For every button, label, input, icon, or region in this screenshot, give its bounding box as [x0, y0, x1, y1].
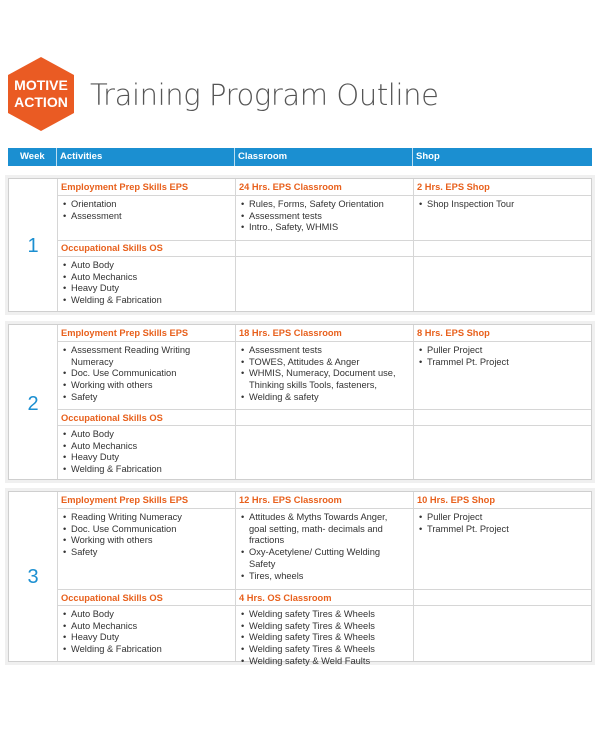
header-shop: Shop [416, 151, 440, 162]
list-item: • Shop Inspection Tour [417, 199, 589, 211]
os-title: Occupational Skills OS [61, 593, 163, 603]
list-item: • Welding & Fabrication [61, 464, 233, 476]
eps-title: Employment Prep Skills EPS [61, 495, 189, 505]
classroom-title: 18 Hrs. EPS Classroom [239, 328, 342, 338]
list-item: • WHMIS, Numeracy, Document use, Thinking skills Tools, fasteners, [239, 368, 411, 391]
list-item: • Doc. Use Communication [61, 524, 233, 536]
header-classroom: Classroom [238, 151, 288, 162]
list-item: • Tires, wheels [239, 571, 403, 583]
list-item: • Welding safety Tires & Wheels [239, 644, 411, 656]
classroom-list [239, 199, 411, 234]
eps-list [61, 512, 233, 559]
week-block-1 [8, 178, 592, 312]
list-item: • Oxy-Acetylene/ Cutting Welding Safety [239, 547, 403, 570]
list-item: • Trammel Pt. Project [417, 357, 589, 369]
shop-list [417, 512, 589, 535]
header-week: Week [20, 151, 45, 162]
list-item: • Puller Project [417, 345, 589, 357]
list-item: • Auto Mechanics [61, 621, 233, 633]
eps-title: Employment Prep Skills EPS [61, 328, 189, 338]
list-item: • Intro., Safety, WHMIS [239, 222, 411, 234]
eps-title: Employment Prep Skills EPS [61, 182, 189, 192]
eps-list [61, 345, 221, 404]
classroom-list [239, 345, 411, 404]
shop-title: 10 Hrs. EPS Shop [417, 495, 496, 505]
os-list [61, 429, 233, 476]
list-item: • Welding & Fabrication [61, 295, 233, 307]
list-item: • Assessment tests [239, 211, 411, 223]
classroom-title: 24 Hrs. EPS Classroom [239, 182, 342, 192]
list-item: • Reading Writing Numeracy [61, 512, 233, 524]
list-item: • Auto Body [61, 609, 233, 621]
list-item: • Assessment tests [239, 345, 411, 357]
os-title: Occupational Skills OS [61, 243, 163, 253]
list-item: • Welding & safety [239, 392, 411, 404]
os-classroom-list [239, 609, 411, 668]
list-item: • Assessment [61, 211, 233, 223]
os-list [61, 609, 233, 656]
list-item: • Auto Body [61, 429, 233, 441]
list-item: • Welding safety & Weld Faults [239, 656, 411, 668]
list-item: • Doc. Use Communication [61, 368, 221, 380]
week-block-2 [8, 324, 592, 480]
svg-text:ACTION: ACTION [14, 94, 68, 110]
list-item: • Assessment Reading Writing Numeracy [61, 345, 221, 368]
list-item: • Working with others [61, 535, 233, 547]
list-item: • Heavy Duty [61, 452, 233, 464]
list-item: • Welding safety Tires & Wheels [239, 609, 411, 621]
os-list [61, 260, 233, 307]
shop-title: 2 Hrs. EPS Shop [417, 182, 490, 192]
week-number: 3 [27, 566, 39, 588]
list-item: • Attitudes & Myths Towards Anger, goal setting, math- decimals and fractions [239, 512, 403, 547]
week-block-3 [8, 491, 592, 666]
list-item: • Trammel Pt. Project [417, 524, 589, 536]
list-item: • Welding safety Tires & Wheels [239, 632, 411, 644]
shop-list [417, 199, 589, 211]
list-item: • Safety [61, 392, 221, 404]
shop-title: 8 Hrs. EPS Shop [417, 328, 490, 338]
list-item: • Auto Mechanics [61, 272, 233, 284]
list-item: • Auto Mechanics [61, 441, 233, 453]
os-classroom-title: 4 Hrs. OS Classroom [239, 593, 332, 603]
eps-list [61, 199, 233, 222]
svg-text:MOTIVE: MOTIVE [14, 77, 68, 93]
list-item: • TOWES, Attitudes & Anger [239, 357, 411, 369]
list-item: • Welding & Fabrication [61, 644, 233, 656]
week-number: 2 [27, 393, 39, 415]
document-title: Training Program Outline [90, 78, 439, 112]
list-item: • Working with others [61, 380, 221, 392]
list-item: • Safety [61, 547, 233, 559]
list-item: • Rules, Forms, Safety Orientation [239, 199, 411, 211]
motive-action-logo [6, 56, 76, 132]
table-header [8, 148, 592, 166]
header-activities: Activities [60, 151, 103, 162]
list-item: • Puller Project [417, 512, 589, 524]
week-number: 1 [27, 235, 39, 257]
classroom-list [239, 512, 403, 582]
classroom-title: 12 Hrs. EPS Classroom [239, 495, 342, 505]
shop-list [417, 345, 589, 368]
list-item: • Heavy Duty [61, 632, 233, 644]
list-item: • Orientation [61, 199, 233, 211]
list-item: • Heavy Duty [61, 283, 233, 295]
list-item: • Welding safety Tires & Wheels [239, 621, 411, 633]
os-title: Occupational Skills OS [61, 413, 163, 423]
list-item: • Auto Body [61, 260, 233, 272]
